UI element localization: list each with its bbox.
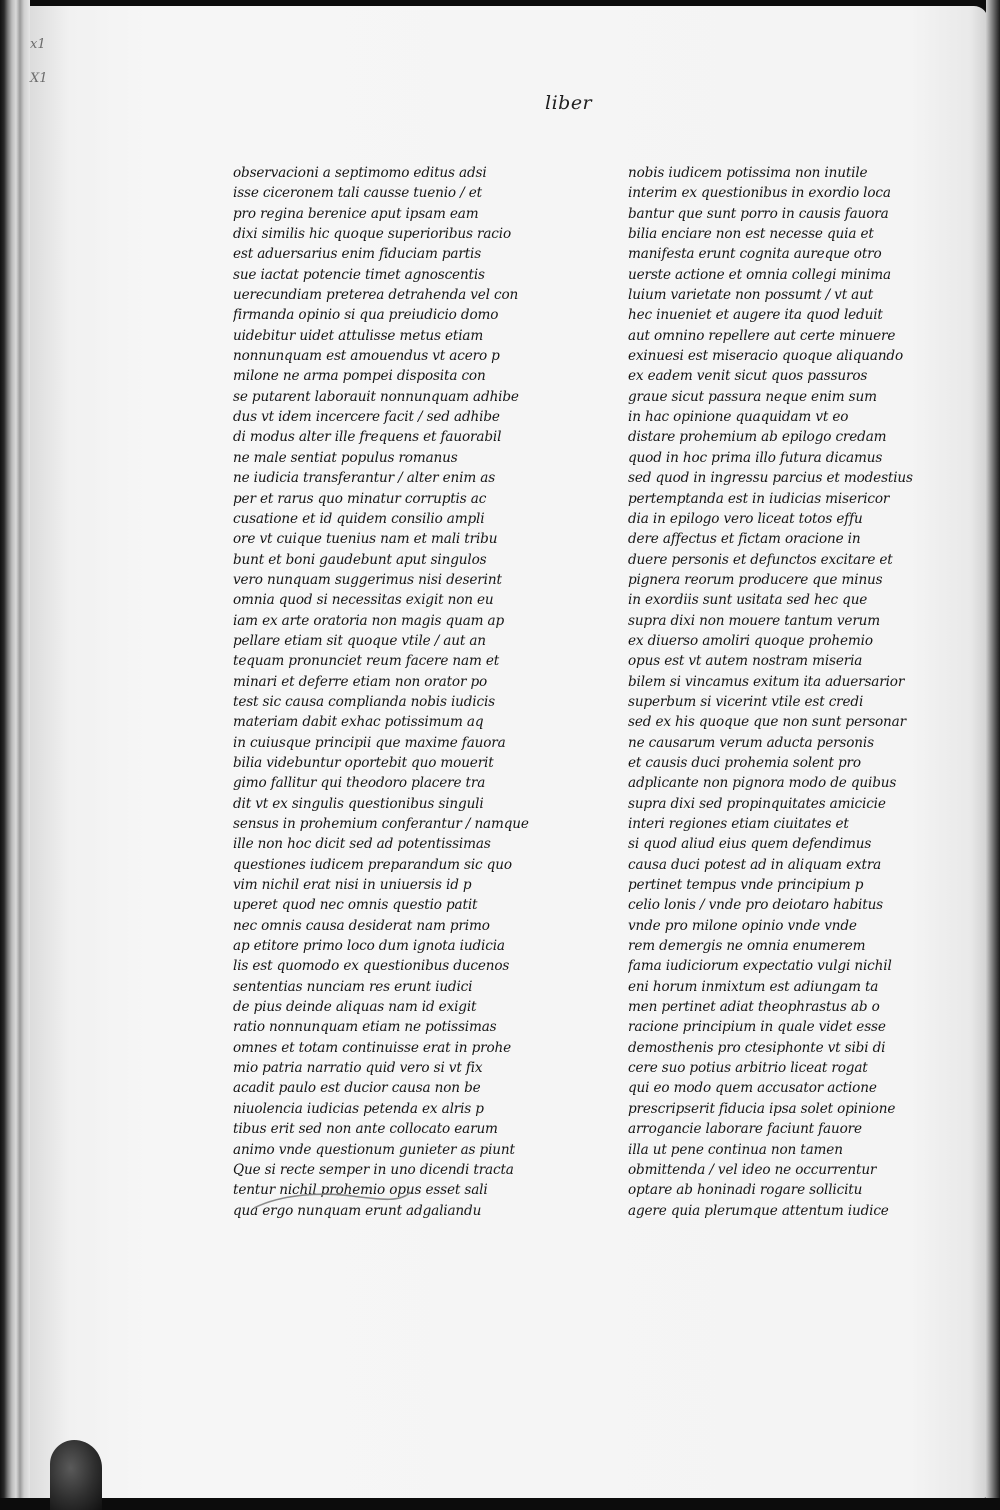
text-line: omnia quod si necessitas exigit non eu [233, 592, 494, 609]
text-line: celio lonis / vnde pro deiotaro habitus [628, 897, 884, 914]
page-edge-shadow [986, 0, 1000, 1498]
text-line: de pius deinde aliquas nam id exigit [233, 999, 477, 1016]
text-line: eni horum inmixtum est adiungam ta [628, 978, 879, 995]
folio-mark: X1 [30, 71, 48, 86]
text-line: materiam dabit exhac potissimum aq [233, 714, 484, 731]
text-line: dixi similis hic quoque superioribus racio [233, 226, 511, 243]
text-line: acadit paulo est ducior causa non be [233, 1080, 481, 1097]
text-line: ap etitore primo loco dum ignota iudicia [233, 938, 505, 955]
folio-mark: x1 [30, 37, 46, 52]
text-line: fama iudiciorum expectatio vulgi nichil [628, 958, 892, 975]
text-line: rem demergis ne omnia enumerem [628, 938, 866, 955]
text-line: ex diuerso amoliri quoque prohemio [628, 632, 873, 649]
text-line: illa ut pene continua non tamen [628, 1141, 843, 1158]
text-line: gimo fallitur qui theodoro placere tra [233, 775, 486, 792]
running-head: liber [545, 92, 593, 114]
text-line: ne iudicia transferantur / alter enim as [233, 470, 496, 487]
text-line: tentur nichil prohemio opus esset sali [233, 1182, 488, 1199]
text-line: ex eadem venit sicut quos passuros [628, 368, 868, 385]
text-line: qui eo modo quem accusator actione [628, 1080, 877, 1097]
text-line: racione principium in quale videt esse [628, 1019, 886, 1036]
left-text-column [233, 163, 563, 1221]
text-line: luium varietate non possumt / vt aut [628, 287, 874, 304]
text-line: omnes et totam continuisse erat in prohe [233, 1039, 512, 1056]
text-line: ne male sentiat populus romanus [233, 449, 458, 466]
text-line: bilia videbuntur oportebit quo mouerit [233, 754, 494, 771]
text-line: aut omnino repellere aut certe minuere [628, 327, 896, 344]
text-line: di modus alter ille frequens et fauorabil [233, 429, 502, 446]
text-line: uerste actione et omnia collegi minima [628, 266, 891, 283]
text-line: prescripserit fiducia ipsa solet opinione [628, 1100, 896, 1117]
text-line: pertemptanda est in iudicias misericor [628, 490, 890, 507]
text-line: niuolencia iudicias petenda ex alris p [233, 1100, 484, 1117]
text-line: sententias nunciam res erunt iudici [233, 978, 473, 995]
text-line: cere suo potius arbitrio liceat rogat [628, 1060, 868, 1077]
text-line: minari et deferre etiam non orator po [233, 673, 488, 690]
text-line: distare prohemium ab epilogo credam [628, 429, 887, 446]
text-line: nobis iudicem potissima non inutile [628, 165, 868, 181]
right-text-column [628, 163, 953, 1221]
text-line: vero nunquam suggerimus nisi deserint [233, 571, 502, 588]
text-line: ille non hoc dicit sed ad potentissimas [233, 836, 491, 853]
text-line: questiones iudicem preparandum sic quo [233, 856, 512, 873]
text-line: hec inueniet et augere ita quod leduit [628, 307, 883, 324]
text-line: uperet quod nec omnis questio patit [233, 897, 478, 914]
text-line: sensus in prohemium conferantur / namque [233, 816, 529, 832]
text-line: exinuesi est miseracio quoque aliquando [628, 348, 904, 365]
text-line: dit vt ex singulis questionibus singuli [233, 795, 484, 812]
text-line: in cuiusque principii que maxime fauora [233, 734, 506, 751]
thumb-shadow [50, 1440, 102, 1510]
text-line: in exordiis sunt usitata sed hec que [628, 592, 868, 609]
text-line: dia in epilogo vero liceat totos effu [628, 510, 863, 527]
text-line: optare ab honinadi rogare sollicitu [628, 1182, 863, 1199]
text-line: sed quod in ingressu parcius et modestius [628, 470, 913, 487]
text-line: adplicante non pignora modo de quibus [628, 775, 897, 792]
text-line: pro regina berenice aput ipsam eam [233, 205, 479, 222]
text-line: men pertinet adiat theophrastus ab o [628, 999, 880, 1016]
text-line: pignera reorum producere que minus [628, 571, 883, 588]
text-line: bilem si vincamus exitum ita aduersarior [628, 673, 905, 690]
text-line: nec omnis causa desiderat nam primo [233, 917, 490, 934]
text-line: quod in hoc prima illo futura dicamus [628, 449, 883, 466]
text-line: interim ex questionibus in exordio loca [628, 185, 891, 202]
folio-marks [30, 28, 48, 96]
text-line: firmanda opinio si qua preiudicio domo [233, 307, 499, 324]
text-line: qua ergo nunquam erunt adgaliandu [233, 1202, 482, 1219]
text-line: Que si recte semper in uno dicendi tracta [233, 1161, 514, 1178]
text-line: superbum si vicerint vtile est credi [628, 693, 864, 710]
text-line: supra dixi non mouere tantum verum [628, 612, 881, 629]
text-line: tibus erit sed non ante collocato earum [233, 1121, 498, 1138]
text-line: et causis duci prohemia solent pro [628, 754, 861, 771]
text-line: uidebitur uidet attulisse metus etiam [233, 327, 484, 344]
text-line: vnde pro milone opinio vnde vnde [628, 917, 857, 934]
text-line: cusatione et id quidem consilio ampli [233, 510, 485, 527]
text-line: ratio nonnunquam etiam ne potissimas [233, 1019, 497, 1036]
text-line: vim nichil erat nisi in uniuersis id p [233, 877, 472, 894]
text-line: supra dixi sed propinquitates amicicie [628, 795, 886, 812]
text-line: observacioni a septimomo editus adsi [233, 165, 487, 181]
text-line: est aduersarius enim fiduciam partis [233, 246, 482, 263]
text-line: manifesta erunt cognita aureque otro [628, 246, 882, 263]
text-line: test sic causa complianda nobis iudicis [233, 693, 495, 710]
text-line: mio patria narratio quid vero si vt fix [233, 1060, 483, 1077]
text-line: nonnunquam est amouendus vt acero p [233, 348, 500, 365]
text-line: causa duci potest ad in aliquam extra [628, 856, 882, 873]
text-line: milone ne arma pompei disposita con [233, 368, 486, 385]
text-line: tequam pronunciet reum facere nam et [233, 653, 500, 670]
text-line: bunt et boni gaudebunt aput singulos [233, 551, 487, 568]
text-line: si quod aliud eius quem defendimus [628, 836, 872, 853]
text-line: se putarent laborauit nonnunquam adhibe [233, 388, 519, 405]
text-line: arrogancie laborare faciunt fauore [628, 1121, 862, 1138]
text-line: dere affectus et fictam oracione in [628, 531, 861, 548]
text-line: opus est vt autem nostram miseria [628, 653, 863, 670]
text-line: pellare etiam sit quoque vtile / aut an [233, 632, 486, 649]
text-line: lis est quomodo ex questionibus ducenos [233, 958, 510, 975]
text-line: pertinet tempus vnde principium p [628, 877, 864, 894]
text-line: demosthenis pro ctesiphonte vt sibi di [628, 1039, 886, 1056]
text-line: agere quia plerumque attentum iudice [628, 1202, 889, 1219]
decorative-flourish [252, 1188, 412, 1212]
text-line: dus vt idem incercere facit / sed adhibe [233, 409, 500, 426]
text-line: graue sicut passura neque enim sum [628, 388, 877, 405]
text-line: ore vt cuique tuenius nam et mali tribu [233, 531, 498, 548]
text-line: duere personis et defunctos excitare et [628, 551, 893, 568]
book-page-stack [0, 0, 30, 1498]
text-line: sue iactat potencie timet agnoscentis [233, 266, 485, 283]
text-line: obmittenda / vel ideo ne occurrentur [628, 1161, 877, 1178]
text-line: iam ex arte oratoria non magis quam ap [233, 612, 505, 629]
text-line: interi regiones etiam ciuitates et [628, 816, 849, 832]
text-line: ne causarum verum aducta personis [628, 734, 874, 751]
text-line: per et rarus quo minatur corruptis ac [233, 490, 487, 507]
text-line: animo vnde questionum gunieter as piunt [233, 1141, 515, 1158]
text-line: uerecundiam preterea detrahenda vel con [233, 287, 519, 304]
text-line: sed ex his quoque que non sunt personar [628, 714, 906, 731]
text-line: bantur que sunt porro in causis fauora [628, 205, 889, 222]
text-line: isse ciceronem tali causse tuenio / et [233, 185, 482, 202]
text-line: in hac opinione quaquidam vt eo [628, 409, 849, 426]
text-line: bilia enciare non est necesse quia et [628, 226, 874, 243]
